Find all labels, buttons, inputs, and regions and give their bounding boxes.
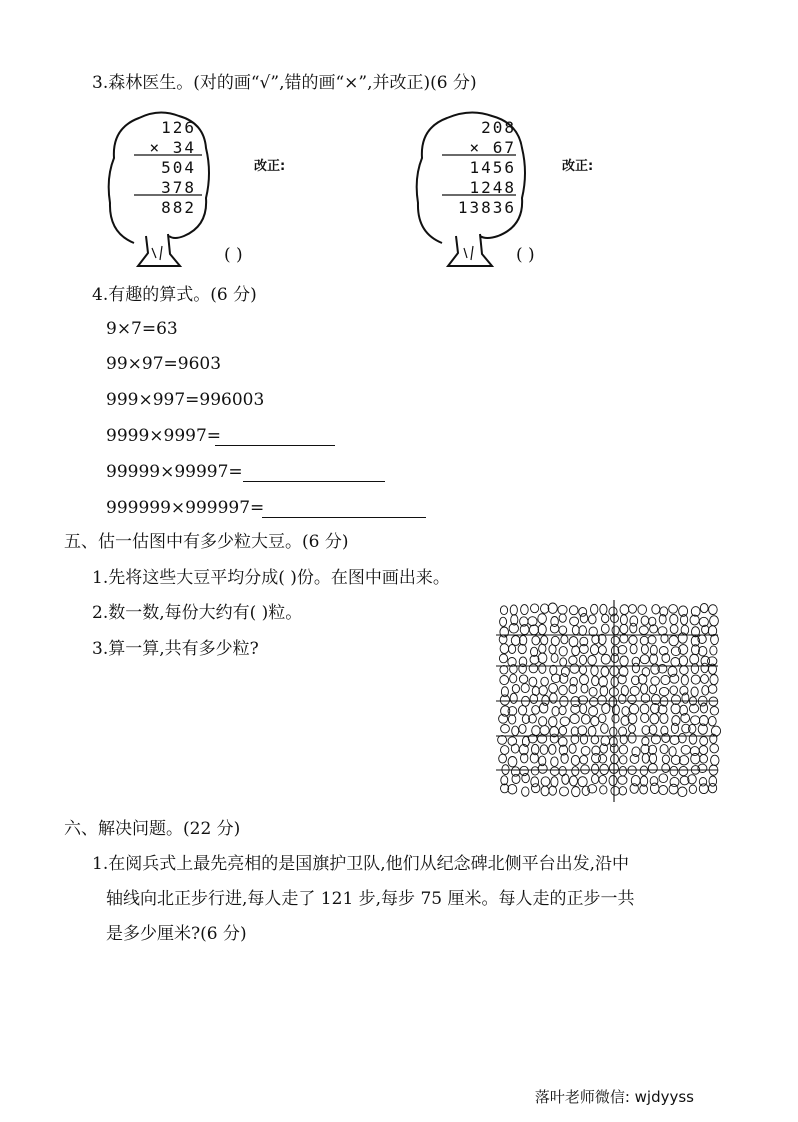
bean	[669, 636, 678, 646]
bean	[612, 714, 619, 723]
bean	[559, 706, 566, 715]
bean	[549, 684, 558, 693]
bean	[551, 674, 560, 683]
bean	[670, 766, 678, 776]
bean	[659, 786, 668, 795]
tree-1	[104, 108, 214, 268]
bean	[572, 787, 580, 797]
bean	[641, 645, 648, 654]
bean	[581, 765, 590, 774]
bean	[592, 676, 599, 686]
bean	[522, 774, 530, 783]
bean	[538, 614, 547, 624]
bean	[569, 637, 578, 647]
bean	[650, 714, 659, 724]
bean	[610, 737, 618, 747]
bean	[590, 697, 599, 706]
bean	[549, 786, 557, 795]
bean	[538, 624, 546, 634]
bean	[629, 605, 637, 614]
bean	[500, 617, 507, 626]
bean	[509, 645, 516, 654]
bean	[659, 774, 668, 783]
bean	[619, 756, 627, 764]
bean	[700, 604, 708, 613]
bean	[551, 654, 558, 663]
bean	[589, 615, 597, 624]
bean	[690, 654, 699, 664]
bean	[700, 737, 708, 746]
bean	[609, 776, 617, 786]
bean	[629, 704, 638, 714]
bean	[709, 783, 717, 792]
bean	[551, 757, 558, 767]
problem-1-line-2: 轴线向北正步行进,每人走了 121 步,每步 75 厘米。每人走的正步一共	[106, 889, 635, 909]
bean	[601, 724, 609, 734]
bean	[618, 776, 627, 784]
tree1-line-3: 504	[161, 158, 196, 177]
bean	[532, 636, 540, 645]
bean	[710, 646, 717, 655]
bean	[582, 715, 591, 725]
bean	[611, 636, 619, 645]
bean	[671, 658, 680, 667]
bean	[651, 677, 660, 686]
bean	[512, 774, 520, 783]
bean	[669, 784, 678, 794]
bean	[700, 703, 707, 713]
bean	[629, 636, 637, 645]
bean	[519, 675, 527, 683]
bean	[711, 755, 719, 765]
bean	[649, 753, 656, 763]
bean	[549, 717, 557, 727]
bean	[678, 787, 687, 797]
bean	[671, 704, 680, 714]
bean	[681, 675, 688, 685]
bean	[678, 734, 686, 743]
bean	[619, 787, 627, 795]
bean	[560, 658, 567, 666]
bean	[550, 734, 558, 743]
bean	[540, 745, 548, 755]
bean	[640, 766, 648, 775]
bean	[591, 736, 599, 744]
bean	[510, 693, 517, 703]
bean	[632, 747, 640, 757]
bean	[679, 656, 687, 666]
bean	[548, 603, 557, 613]
tree-2	[412, 108, 530, 268]
bean	[500, 644, 509, 654]
bean	[630, 644, 637, 653]
bean	[600, 604, 607, 614]
bean	[600, 786, 607, 794]
bean	[500, 676, 509, 685]
bean	[642, 753, 649, 763]
bean	[710, 744, 719, 753]
bean	[691, 687, 698, 697]
tree2-line-3: 1456	[469, 158, 516, 177]
bean	[558, 605, 567, 614]
bean	[611, 677, 618, 687]
bean	[601, 624, 609, 633]
bean	[519, 706, 527, 715]
equation-1: 9×7=63	[106, 319, 178, 339]
bean	[660, 713, 668, 723]
tree2-line-2: × 67	[469, 138, 516, 157]
bean	[501, 725, 510, 733]
bean	[599, 714, 606, 723]
bean	[602, 703, 610, 713]
correction-label-1: 改正:	[254, 159, 286, 174]
bean	[710, 616, 719, 626]
bean	[641, 684, 648, 694]
bean	[670, 736, 679, 745]
bean	[572, 767, 579, 776]
bean	[649, 725, 657, 735]
correction-label-2: 改正:	[562, 159, 594, 174]
equation-3: 999×997=996003	[106, 390, 265, 410]
bean	[612, 626, 619, 635]
bean	[559, 726, 567, 735]
bean	[669, 747, 676, 757]
bean	[512, 685, 519, 693]
footer-watermark: 落叶老师微信: wjdyyss	[534, 1088, 694, 1106]
bean	[670, 625, 678, 634]
bean	[570, 776, 578, 786]
bean	[601, 654, 610, 664]
bean	[590, 645, 598, 655]
bean	[630, 623, 637, 633]
bean	[588, 655, 597, 665]
bean	[561, 667, 569, 676]
bean	[531, 767, 539, 775]
bean	[541, 604, 549, 613]
bean	[652, 605, 660, 614]
bean	[609, 697, 617, 707]
bean	[632, 663, 639, 673]
bean	[581, 746, 590, 755]
bean	[589, 687, 597, 696]
bean	[498, 736, 507, 745]
bean	[691, 675, 700, 684]
section-5-title: 五、估一估图中有多少粒大豆。(6 分)	[64, 532, 349, 552]
bean	[570, 714, 579, 723]
bean	[648, 764, 657, 774]
bean	[508, 707, 517, 716]
answer-paren-2[interactable]: ( )	[516, 245, 535, 265]
bean	[650, 783, 659, 793]
bean	[709, 605, 718, 615]
bean	[641, 616, 649, 625]
bean	[661, 675, 670, 684]
bean	[598, 646, 606, 655]
bean	[550, 665, 557, 675]
q4-title: 4.有趣的算式。(6 分)	[92, 285, 257, 305]
answer-blank-5[interactable]	[243, 481, 385, 482]
bean	[602, 614, 609, 622]
bean	[569, 744, 576, 753]
bean	[599, 677, 608, 687]
bean	[580, 675, 589, 685]
bean	[500, 606, 507, 615]
bean	[710, 707, 718, 716]
bean	[640, 636, 648, 645]
bean	[588, 726, 596, 736]
bean	[689, 785, 696, 794]
bean	[501, 746, 509, 755]
bean	[642, 668, 650, 677]
bean	[499, 635, 507, 644]
bean	[642, 726, 650, 735]
bean	[579, 608, 587, 617]
bean	[521, 605, 529, 615]
answer-paren-1[interactable]: ( )	[224, 245, 243, 265]
bean	[541, 677, 549, 686]
bean	[539, 717, 547, 726]
bean	[649, 685, 656, 694]
bean	[600, 764, 609, 774]
bean	[549, 745, 556, 755]
bean	[559, 626, 567, 634]
bean	[700, 755, 708, 764]
equation-6: 999999×999997=	[106, 498, 265, 518]
bean	[570, 617, 579, 626]
bean	[591, 666, 598, 676]
bean	[532, 784, 540, 793]
bean	[689, 724, 696, 733]
bean	[622, 707, 629, 716]
bean	[592, 764, 599, 774]
bean	[669, 605, 678, 614]
bean	[671, 723, 678, 733]
bean	[571, 705, 580, 714]
bean	[539, 664, 546, 674]
bean	[671, 695, 680, 705]
bean	[630, 686, 639, 695]
bean	[551, 777, 558, 787]
s5-item-2: 2.数一数,每份大约有( )粒。	[92, 603, 303, 623]
bean	[538, 653, 547, 663]
tree1-line-5: 882	[161, 198, 196, 217]
bean	[578, 777, 587, 787]
bean	[589, 706, 598, 716]
bean	[521, 684, 529, 693]
bean	[579, 626, 587, 636]
bean	[670, 614, 678, 624]
bean	[508, 784, 517, 794]
bean	[518, 644, 526, 653]
tree1-line-4: 378	[161, 178, 196, 197]
answer-blank-4[interactable]	[215, 445, 335, 446]
bean	[681, 745, 690, 754]
bean	[619, 694, 626, 703]
tree2-line-4: 1248	[469, 178, 516, 197]
bean	[529, 664, 538, 673]
bean	[579, 655, 586, 664]
bean	[630, 754, 639, 763]
bean	[620, 624, 628, 633]
bean	[499, 754, 507, 763]
bean	[559, 614, 566, 622]
bean	[628, 733, 636, 743]
problem-1-line-3: 是多少厘米?(6 分)	[106, 924, 247, 944]
bean	[691, 754, 700, 764]
bean	[599, 775, 607, 784]
bean	[531, 604, 539, 613]
bean	[581, 684, 588, 693]
bean	[619, 766, 626, 776]
tree2-line-1: 208	[481, 118, 516, 137]
bean	[699, 746, 707, 755]
bean	[511, 744, 519, 753]
section-6-title: 六、解决问题。(22 分)	[64, 819, 241, 839]
s5-item-1: 1.先将这些大豆平均分成( )份。在图中画出来。	[92, 568, 450, 588]
bean	[641, 713, 649, 722]
bean	[702, 686, 709, 696]
bean	[540, 726, 549, 735]
bean	[529, 625, 538, 635]
equation-4: 9999×9997=	[106, 426, 222, 446]
bean	[620, 605, 629, 615]
bean	[580, 614, 588, 623]
bean	[569, 656, 577, 665]
bean	[560, 717, 569, 726]
bean	[680, 666, 689, 675]
bean	[572, 626, 579, 635]
bean	[580, 704, 587, 714]
bean	[541, 786, 549, 796]
bean	[601, 667, 609, 677]
bean	[639, 626, 648, 635]
bean	[520, 766, 529, 775]
bean	[512, 726, 519, 736]
bean	[591, 604, 598, 614]
bean	[592, 774, 599, 783]
bean	[508, 757, 517, 767]
bean	[519, 664, 527, 673]
bean	[561, 635, 568, 644]
bean	[559, 647, 567, 656]
bean	[690, 615, 699, 625]
bean	[510, 674, 517, 683]
bean	[541, 777, 550, 786]
q3-title: 3.森林医生。(对的画“√”,错的画“×”,并改正)(6 分)	[92, 73, 477, 93]
bean	[620, 656, 628, 666]
bean	[611, 654, 618, 663]
bean	[591, 716, 599, 725]
tree-outline-icon	[104, 108, 214, 268]
bean	[640, 655, 649, 664]
bean	[552, 707, 559, 716]
bean	[662, 764, 670, 773]
bean	[708, 685, 717, 694]
bean	[610, 727, 617, 736]
bean	[691, 664, 698, 674]
tree1-line-2: × 34	[149, 138, 196, 157]
problem-1-line-1: 1.在阅兵式上最先亮相的是国旗护卫队,他们从纪念碑北侧平台出发,沿中	[92, 854, 630, 874]
bean	[619, 745, 627, 754]
bean	[660, 745, 668, 754]
bean	[628, 695, 637, 703]
bean	[500, 666, 508, 675]
bean	[522, 787, 529, 796]
bean	[550, 624, 559, 633]
bean	[628, 714, 637, 724]
bean	[510, 605, 517, 615]
bean	[599, 755, 607, 764]
s5-item-3: 3.算一算,共有多少粒?	[92, 639, 259, 659]
bean	[570, 664, 579, 673]
bean	[532, 706, 540, 715]
bean	[539, 686, 547, 695]
bean	[508, 715, 515, 724]
bean	[519, 724, 526, 733]
bean	[679, 766, 688, 775]
bean	[691, 607, 700, 617]
bean	[539, 644, 546, 653]
bean	[611, 786, 620, 795]
bean	[579, 666, 586, 675]
bean	[670, 686, 678, 695]
bean	[560, 787, 569, 796]
bean	[499, 654, 507, 663]
bean	[659, 687, 668, 695]
answer-blank-6[interactable]	[262, 517, 426, 518]
tree2-line-5: 13836	[457, 198, 516, 217]
bean	[578, 726, 587, 735]
bean	[541, 636, 548, 645]
bean	[550, 767, 559, 776]
bean	[572, 646, 580, 656]
bean	[701, 663, 708, 673]
bean	[562, 774, 569, 784]
tree1-line-1: 126	[161, 118, 196, 137]
bean	[569, 606, 578, 615]
equation-5: 99999×99997=	[106, 462, 243, 482]
bean	[571, 755, 579, 765]
bean	[549, 645, 556, 654]
bean	[699, 784, 708, 794]
bean	[528, 617, 537, 626]
bean	[629, 725, 636, 733]
bean	[550, 693, 558, 703]
bean	[620, 615, 627, 625]
bean	[640, 704, 649, 714]
bean	[638, 605, 647, 615]
bean	[701, 675, 709, 684]
bean	[618, 646, 627, 655]
bean	[559, 686, 568, 695]
bean	[511, 636, 520, 646]
bean	[662, 755, 669, 764]
bean	[691, 716, 700, 725]
bean	[708, 716, 716, 726]
equation-2: 99×97=9603	[106, 354, 222, 374]
soybeans-picture	[496, 600, 722, 802]
bean	[530, 694, 538, 703]
bean	[501, 776, 508, 785]
bean	[710, 675, 718, 685]
bean	[529, 677, 537, 686]
bean	[648, 636, 656, 644]
bean	[580, 756, 588, 764]
